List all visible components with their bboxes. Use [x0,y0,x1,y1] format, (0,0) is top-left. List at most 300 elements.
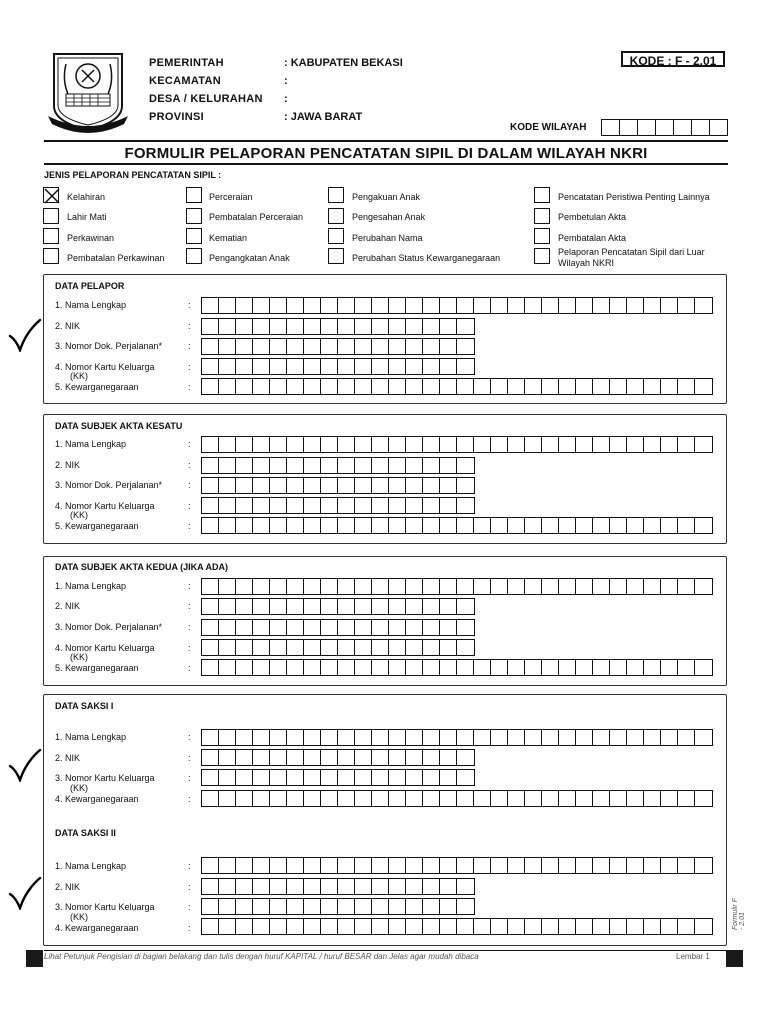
char-cell[interactable] [627,518,644,533]
char-cell[interactable] [321,858,338,873]
char-cell[interactable] [593,518,610,533]
char-cell[interactable] [372,579,389,594]
char-cell[interactable] [270,498,287,513]
subjek1-nik-input[interactable] [201,457,475,474]
char-cell[interactable] [321,620,338,635]
char-cell[interactable] [508,579,525,594]
char-cell[interactable] [321,339,338,354]
char-cell[interactable] [321,579,338,594]
char-cell[interactable] [491,298,508,313]
char-cell[interactable] [253,379,270,394]
char-cell[interactable] [202,298,219,313]
char-cell[interactable] [457,879,474,894]
char-cell[interactable] [355,899,372,914]
char-cell[interactable] [355,599,372,614]
char-cell[interactable] [219,791,236,806]
char-cell[interactable] [678,518,695,533]
char-cell[interactable] [389,730,406,745]
char-cell[interactable] [202,858,219,873]
char-cell[interactable] [525,919,542,934]
char-cell[interactable] [219,730,236,745]
char-cell[interactable] [695,437,712,452]
char-cell[interactable] [406,339,423,354]
char-cell[interactable] [406,579,423,594]
char-cell[interactable] [593,791,610,806]
char-cell[interactable] [457,379,474,394]
char-cell[interactable] [627,858,644,873]
char-cell[interactable] [389,359,406,374]
char-cell[interactable] [253,478,270,493]
char-cell[interactable] [355,750,372,765]
char-cell[interactable] [253,791,270,806]
char-cell[interactable] [661,858,678,873]
char-cell[interactable] [656,120,674,135]
char-cell[interactable] [423,858,440,873]
saksi1-kk-input[interactable] [201,769,475,786]
char-cell[interactable] [321,919,338,934]
char-cell[interactable] [423,770,440,785]
char-cell[interactable] [525,298,542,313]
char-cell[interactable] [610,791,627,806]
char-cell[interactable] [559,730,576,745]
char-cell[interactable] [236,620,253,635]
char-cell[interactable] [661,518,678,533]
subjek1-nama-input[interactable] [201,436,713,453]
char-cell[interactable] [457,660,474,675]
char-cell[interactable] [661,660,678,675]
char-cell[interactable] [253,620,270,635]
char-cell[interactable] [338,359,355,374]
char-cell[interactable] [457,498,474,513]
char-cell[interactable] [202,791,219,806]
char-cell[interactable] [253,599,270,614]
char-cell[interactable] [270,579,287,594]
char-cell[interactable] [508,919,525,934]
char-cell[interactable] [321,879,338,894]
char-cell[interactable] [474,298,491,313]
char-cell[interactable] [202,750,219,765]
char-cell[interactable] [219,660,236,675]
char-cell[interactable] [236,750,253,765]
char-cell[interactable] [559,518,576,533]
char-cell[interactable] [389,478,406,493]
char-cell[interactable] [474,791,491,806]
char-cell[interactable] [457,919,474,934]
char-cell[interactable] [440,478,457,493]
saksi1-kewarganegaraan-input[interactable] [201,790,713,807]
char-cell[interactable] [440,899,457,914]
char-cell[interactable] [406,518,423,533]
char-cell[interactable] [508,858,525,873]
char-cell[interactable] [508,437,525,452]
char-cell[interactable] [202,899,219,914]
char-cell[interactable] [253,879,270,894]
char-cell[interactable] [602,120,620,135]
char-cell[interactable] [202,498,219,513]
char-cell[interactable] [457,730,474,745]
char-cell[interactable] [236,458,253,473]
header-value-kecamatan[interactable]: : [284,75,288,87]
char-cell[interactable] [253,437,270,452]
char-cell[interactable] [321,437,338,452]
char-cell[interactable] [253,858,270,873]
char-cell[interactable] [627,579,644,594]
char-cell[interactable] [304,899,321,914]
char-cell[interactable] [202,640,219,655]
char-cell[interactable] [253,640,270,655]
char-cell[interactable] [593,660,610,675]
char-cell[interactable] [457,319,474,334]
char-cell[interactable] [576,660,593,675]
char-cell[interactable] [338,339,355,354]
char-cell[interactable] [389,339,406,354]
char-cell[interactable] [304,858,321,873]
char-cell[interactable] [389,437,406,452]
char-cell[interactable] [355,791,372,806]
char-cell[interactable] [542,730,559,745]
char-cell[interactable] [219,919,236,934]
char-cell[interactable] [710,120,727,135]
char-cell[interactable] [423,730,440,745]
char-cell[interactable] [321,298,338,313]
char-cell[interactable] [389,879,406,894]
char-cell[interactable] [287,518,304,533]
char-cell[interactable] [355,379,372,394]
char-cell[interactable] [219,379,236,394]
char-cell[interactable] [440,770,457,785]
char-cell[interactable] [406,319,423,334]
char-cell[interactable] [457,791,474,806]
char-cell[interactable] [440,599,457,614]
header-value-desa[interactable]: : [284,93,288,105]
char-cell[interactable] [287,879,304,894]
char-cell[interactable] [253,750,270,765]
char-cell[interactable] [692,120,710,135]
char-cell[interactable] [355,919,372,934]
char-cell[interactable] [253,770,270,785]
char-cell[interactable] [270,599,287,614]
char-cell[interactable] [576,791,593,806]
char-cell[interactable] [304,620,321,635]
char-cell[interactable] [406,791,423,806]
subjek2-kk-input[interactable] [201,639,475,656]
char-cell[interactable] [423,879,440,894]
char-cell[interactable] [355,319,372,334]
char-cell[interactable] [270,379,287,394]
checkbox-luar-wilayah[interactable] [534,248,550,264]
char-cell[interactable] [423,437,440,452]
checkbox-perkawinan[interactable] [43,228,59,244]
char-cell[interactable] [695,858,712,873]
char-cell[interactable] [253,899,270,914]
char-cell[interactable] [457,620,474,635]
char-cell[interactable] [389,919,406,934]
char-cell[interactable] [610,437,627,452]
char-cell[interactable] [406,458,423,473]
char-cell[interactable] [304,379,321,394]
char-cell[interactable] [610,579,627,594]
char-cell[interactable] [287,599,304,614]
char-cell[interactable] [559,379,576,394]
subjek1-dok-input[interactable] [201,477,475,494]
char-cell[interactable] [542,298,559,313]
char-cell[interactable] [236,660,253,675]
char-cell[interactable] [576,858,593,873]
char-cell[interactable] [678,379,695,394]
char-cell[interactable] [287,437,304,452]
char-cell[interactable] [423,359,440,374]
char-cell[interactable] [304,458,321,473]
char-cell[interactable] [440,339,457,354]
char-cell[interactable] [389,379,406,394]
char-cell[interactable] [457,750,474,765]
char-cell[interactable] [542,437,559,452]
char-cell[interactable] [338,640,355,655]
char-cell[interactable] [338,518,355,533]
char-cell[interactable] [644,379,661,394]
char-cell[interactable] [661,437,678,452]
char-cell[interactable] [219,518,236,533]
char-cell[interactable] [457,640,474,655]
checkbox-pembetulan-akta[interactable] [534,208,550,224]
char-cell[interactable] [423,579,440,594]
char-cell[interactable] [678,660,695,675]
char-cell[interactable] [338,770,355,785]
char-cell[interactable] [321,359,338,374]
char-cell[interactable] [389,660,406,675]
char-cell[interactable] [474,858,491,873]
char-cell[interactable] [440,620,457,635]
char-cell[interactable] [355,640,372,655]
checkbox-pengesahan-anak[interactable] [328,208,344,224]
char-cell[interactable] [406,660,423,675]
char-cell[interactable] [338,730,355,745]
char-cell[interactable] [644,579,661,594]
char-cell[interactable] [270,478,287,493]
char-cell[interactable] [576,518,593,533]
char-cell[interactable] [491,518,508,533]
char-cell[interactable] [304,750,321,765]
char-cell[interactable] [593,437,610,452]
char-cell[interactable] [270,437,287,452]
char-cell[interactable] [355,879,372,894]
char-cell[interactable] [219,879,236,894]
char-cell[interactable] [372,319,389,334]
char-cell[interactable] [474,730,491,745]
char-cell[interactable] [304,478,321,493]
char-cell[interactable] [236,478,253,493]
char-cell[interactable] [644,730,661,745]
char-cell[interactable] [695,579,712,594]
char-cell[interactable] [202,379,219,394]
char-cell[interactable] [406,858,423,873]
char-cell[interactable] [406,478,423,493]
char-cell[interactable] [287,498,304,513]
checkbox-pengakuan-anak[interactable] [328,187,344,203]
char-cell[interactable] [321,458,338,473]
char-cell[interactable] [695,298,712,313]
char-cell[interactable] [304,919,321,934]
char-cell[interactable] [321,498,338,513]
char-cell[interactable] [644,660,661,675]
char-cell[interactable] [576,298,593,313]
char-cell[interactable] [542,791,559,806]
char-cell[interactable] [542,518,559,533]
char-cell[interactable] [219,478,236,493]
char-cell[interactable] [474,660,491,675]
char-cell[interactable] [219,437,236,452]
char-cell[interactable] [389,899,406,914]
char-cell[interactable] [610,298,627,313]
char-cell[interactable] [355,660,372,675]
char-cell[interactable] [219,498,236,513]
char-cell[interactable] [457,599,474,614]
char-cell[interactable] [542,919,559,934]
char-cell[interactable] [338,458,355,473]
char-cell[interactable] [372,899,389,914]
char-cell[interactable] [389,858,406,873]
char-cell[interactable] [219,359,236,374]
char-cell[interactable] [406,750,423,765]
char-cell[interactable] [287,339,304,354]
char-cell[interactable] [638,120,656,135]
char-cell[interactable] [287,640,304,655]
char-cell[interactable] [389,620,406,635]
char-cell[interactable] [219,640,236,655]
char-cell[interactable] [372,518,389,533]
char-cell[interactable] [287,899,304,914]
char-cell[interactable] [423,791,440,806]
char-cell[interactable] [661,298,678,313]
char-cell[interactable] [270,319,287,334]
char-cell[interactable] [423,750,440,765]
char-cell[interactable] [338,379,355,394]
char-cell[interactable] [559,660,576,675]
char-cell[interactable] [355,359,372,374]
char-cell[interactable] [440,518,457,533]
pelapor-kk-input[interactable] [201,358,475,375]
char-cell[interactable] [372,620,389,635]
char-cell[interactable] [219,770,236,785]
char-cell[interactable] [508,379,525,394]
char-cell[interactable] [542,858,559,873]
char-cell[interactable] [236,899,253,914]
char-cell[interactable] [372,379,389,394]
char-cell[interactable] [287,770,304,785]
char-cell[interactable] [474,919,491,934]
char-cell[interactable] [338,599,355,614]
char-cell[interactable] [406,498,423,513]
char-cell[interactable] [440,359,457,374]
char-cell[interactable] [287,750,304,765]
char-cell[interactable] [525,858,542,873]
char-cell[interactable] [440,319,457,334]
char-cell[interactable] [423,339,440,354]
char-cell[interactable] [304,359,321,374]
char-cell[interactable] [236,579,253,594]
char-cell[interactable] [661,730,678,745]
char-cell[interactable] [576,379,593,394]
char-cell[interactable] [236,791,253,806]
char-cell[interactable] [389,791,406,806]
char-cell[interactable] [321,791,338,806]
char-cell[interactable] [593,298,610,313]
char-cell[interactable] [338,899,355,914]
char-cell[interactable] [355,518,372,533]
saksi1-nama-input[interactable] [201,729,713,746]
char-cell[interactable] [627,791,644,806]
char-cell[interactable] [304,518,321,533]
char-cell[interactable] [644,518,661,533]
char-cell[interactable] [372,478,389,493]
char-cell[interactable] [338,791,355,806]
checkbox-lahir-mati[interactable] [43,208,59,224]
char-cell[interactable] [576,919,593,934]
subjek1-kk-input[interactable] [201,497,475,514]
char-cell[interactable] [406,879,423,894]
char-cell[interactable] [321,478,338,493]
char-cell[interactable] [219,319,236,334]
char-cell[interactable] [423,899,440,914]
char-cell[interactable] [389,599,406,614]
char-cell[interactable] [287,620,304,635]
char-cell[interactable] [559,437,576,452]
char-cell[interactable] [338,858,355,873]
char-cell[interactable] [270,919,287,934]
saksi2-kewarganegaraan-input[interactable] [201,918,713,935]
char-cell[interactable] [644,437,661,452]
char-cell[interactable] [457,899,474,914]
char-cell[interactable] [338,919,355,934]
char-cell[interactable] [253,298,270,313]
saksi2-nama-input[interactable] [201,857,713,874]
char-cell[interactable] [355,298,372,313]
char-cell[interactable] [304,339,321,354]
char-cell[interactable] [440,437,457,452]
char-cell[interactable] [678,919,695,934]
char-cell[interactable] [355,579,372,594]
char-cell[interactable] [270,518,287,533]
char-cell[interactable] [542,579,559,594]
char-cell[interactable] [202,730,219,745]
char-cell[interactable] [559,919,576,934]
char-cell[interactable] [491,437,508,452]
char-cell[interactable] [338,879,355,894]
char-cell[interactable] [236,879,253,894]
char-cell[interactable] [406,640,423,655]
checkbox-perubahan-nama[interactable] [328,228,344,244]
char-cell[interactable] [253,518,270,533]
char-cell[interactable] [423,660,440,675]
char-cell[interactable] [236,379,253,394]
char-cell[interactable] [355,858,372,873]
char-cell[interactable] [219,579,236,594]
char-cell[interactable] [304,791,321,806]
char-cell[interactable] [457,478,474,493]
char-cell[interactable] [304,879,321,894]
char-cell[interactable] [457,518,474,533]
char-cell[interactable] [695,919,712,934]
char-cell[interactable] [644,298,661,313]
char-cell[interactable] [304,437,321,452]
char-cell[interactable] [695,379,712,394]
char-cell[interactable] [338,660,355,675]
pelapor-nama-input[interactable] [201,297,713,314]
char-cell[interactable] [695,791,712,806]
char-cell[interactable] [474,379,491,394]
char-cell[interactable] [525,379,542,394]
char-cell[interactable] [593,730,610,745]
